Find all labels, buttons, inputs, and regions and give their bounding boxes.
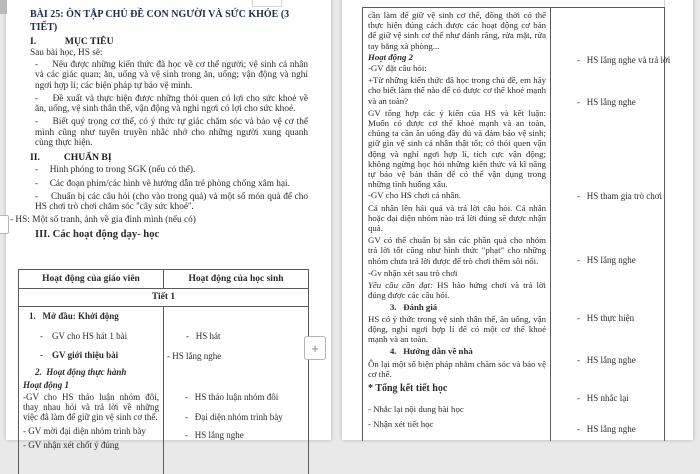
objective-item: - Nêu được những kiến thức đã học về cơ thể người; vệ sinh cá nhân và các giác quan; ăn, uống và vệ sinh trong ăn, uống; vận động và nghỉ ngơi hợp lí; các biện pháp tự bảo vệ mình. — [35, 60, 308, 91]
teacher-activities-cell-continued — [363, 8, 551, 441]
preparation-item: - Hình phóng to trong SGK (nếu có thể). — [35, 165, 196, 176]
teacher-activity: 2. Hoạt động thực hành — [35, 367, 127, 378]
teacher-activity: - GV nhận xét chốt ý đúng — [23, 439, 119, 450]
preparation-item: - Chuẩn bị các câu hỏi (cho vào trong quả) và một số món quà để cho HS chơi trò chơi chăm sóc ''cây sức khoẻ''. — [35, 191, 308, 212]
teacher-activity: * Tổng kết tiết học — [368, 382, 448, 394]
page-left — [6, 0, 331, 450]
teacher-activity: Ôn lại một số biện pháp nhằm chăm sóc và bảo vệ cơ thể. — [368, 358, 546, 379]
student-response: - HS nhắc lại — [577, 393, 629, 403]
student-response: - HS tham gia trò chơi — [577, 191, 662, 201]
teacher-activity: 3. Đánh giá — [390, 302, 438, 313]
left-edge-marker[interactable] — [0, 215, 9, 234]
teacher-activity: - GV giới thiệu bài — [40, 350, 119, 361]
activity-table — [18, 269, 309, 474]
teacher-activity: GV có thể chuẩn bị sẵn các phần quà cho nhóm trả lời tốt cũng như hình thức "phạt" cho những nhóm chưa trả lời được để trò chơi thêm sôi nổi. — [368, 235, 546, 266]
teacher-activity-list-b — [368, 302, 546, 429]
student-response: - HS lắng nghe — [577, 355, 636, 365]
plus-icon: + — [311, 340, 319, 356]
hs-note: - HS: Một số tranh, ảnh về gia đình mình (nếu có) — [10, 215, 196, 226]
teacher-activity: - GV cho HS hát 1 bài — [40, 330, 128, 341]
page-right — [342, 0, 693, 440]
intro-line: Sau bài học, HS sẽ: — [30, 48, 103, 58]
teacher-activity: cần làm để giữ vệ sinh cơ thể, đồng thời có thể thực hiện đúng cách được các hoạt động cơ bản để giữ vệ sinh cơ thể như đánh răng, rửa mặt, rửa tay bằng xà phòng... — [368, 10, 546, 51]
requirement-line — [368, 280, 546, 300]
teacher-activity-list-a — [368, 10, 546, 278]
student-response: - HS thực hiện — [577, 313, 635, 323]
student-response: - HS lắng nghe — [167, 350, 222, 361]
student-response: - HS hát — [186, 330, 221, 341]
teacher-activity: 1. Mở đầu: Khởi động — [29, 310, 119, 321]
objective-item: - Đề xuất và thực hiện được những thói quen có lợi cho sức khoẻ về ăn, uống, vệ sinh thân thể, vận động và nghỉ ngơi có lợi cho sức khoẻ. — [35, 93, 308, 115]
requirement-text: HS hào hứng chơi và trả lời đúng được các câu hỏi. — [368, 280, 546, 301]
teacher-activity: HS có ý thức trong vệ sinh thân thể, ăn uống, vận động, nghỉ ngơi hợp lí để có một cơ thể khoẻ mạnh và an toàn. — [368, 313, 546, 345]
section-3-heading: III. Các hoạt động dạy- học — [35, 228, 160, 240]
preparations-list — [30, 165, 308, 212]
teacher-activities-cell — [19, 307, 164, 474]
previous-page-edge — [252, 0, 282, 7]
student-response: - HS lắng nghe — [185, 429, 244, 440]
objectives-list — [30, 60, 308, 148]
student-response: - HS lắng nghe và trả lời — [577, 55, 671, 65]
plus-button[interactable] — [304, 336, 326, 360]
teacher-activity: Hoạt động 1 — [23, 379, 70, 390]
student-response: - Đại diện nhóm trình bày — [185, 411, 283, 422]
preparation-item: - Các đoạn phim/các hình vẽ hướng dẫn trẻ phòng chống xâm hại. — [35, 178, 290, 189]
student-activities-cell — [164, 307, 308, 474]
lesson-title: BÀI 25: ÔN TẬP CHỦ ĐỀ CON NGƯỜI VÀ SỨC KHỎE (3 TIẾT) — [30, 9, 290, 33]
teacher-activity: -Gv nhận xét sau trò chơi — [368, 267, 458, 278]
teacher-activity: +Từ những kiến thức đã học trong chủ đề, em hãy cho biết làm thế nào để có được cơ thể khoẻ mạnh và an toàn? — [368, 75, 546, 106]
period-row: Tiết 1 — [19, 289, 308, 307]
activity-table-continued — [362, 7, 671, 441]
teacher-activity: GV tổng hợp các ý kiến của HS và kết luận: Muốn có được cơ thể khoẻ mạnh và an toàn, chúng ta cần ăn uống đầy đủ và đảm bảo vệ sinh; giữ gìn vệ sinh cá nhân thật tốt; có thói quen vận động và nghỉ ngơi hợp lí, tích cực vận động; không ngừng học hỏi những kiến thức và kĩ năng tự bảo vệ bản thân để có thể vận dụng trong những tình huống xấu. — [368, 107, 546, 190]
student-response: - HS lắng nghe — [577, 97, 636, 107]
teacher-activity: - Nhắc lại nội dung bài học — [368, 403, 464, 414]
student-activities-cell-continued — [551, 8, 671, 441]
student-response: - HS lắng nghe — [577, 424, 636, 434]
section-1-heading: I. MỤC TIÊU — [30, 36, 114, 47]
teacher-activity: Hoạt động 2 — [368, 51, 413, 62]
teacher-activity: Cá nhân lên hái quả và trả lời câu hỏi. Cá nhân hoặc đại diện nhóm nào trả lời đúng sẽ được nhận quà. — [368, 202, 546, 234]
teacher-activity: 4. Hướng dẫn về nhà — [390, 346, 473, 357]
requirement-label: Yêu cầu cần đạt: — [368, 280, 434, 291]
student-response: - HS thảo luận nhóm đôi — [185, 391, 279, 402]
student-response: - HS lắng nghe — [577, 255, 636, 265]
teacher-activity: -GV đặt câu hỏi: — [368, 63, 427, 74]
section-2-heading: II. CHUẨN BỊ — [30, 152, 112, 164]
viewport-corner-fragment — [0, 0, 7, 14]
student-column-header: Hoạt động của học sinh — [164, 270, 308, 289]
objective-item: - Biết quý trọng cơ thể, có ý thức tự giác chăm sóc và bảo vệ cơ thể mình cũng như tuyên truyền nhắc nhở cho những người xung quanh cùng thực hiện. — [35, 117, 308, 149]
teacher-activity: - Nhận xét tiết học — [368, 419, 434, 430]
page-left-content — [6, 0, 331, 474]
teacher-activity: - GV mời đại diện nhóm trình bày — [23, 426, 146, 437]
teacher-activity: -GV cho HS chơi cá nhân. — [368, 190, 461, 201]
previous-page-gap-line — [664, 0, 665, 7]
teacher-activity: -GV cho HS thảo luận nhóm đôi, thay nhau hỏi và trả lời về những việc đã làm để giữ gìn vệ sinh cơ thể. — [23, 391, 159, 423]
teacher-column-header: Hoạt động của giáo viên — [19, 270, 164, 289]
